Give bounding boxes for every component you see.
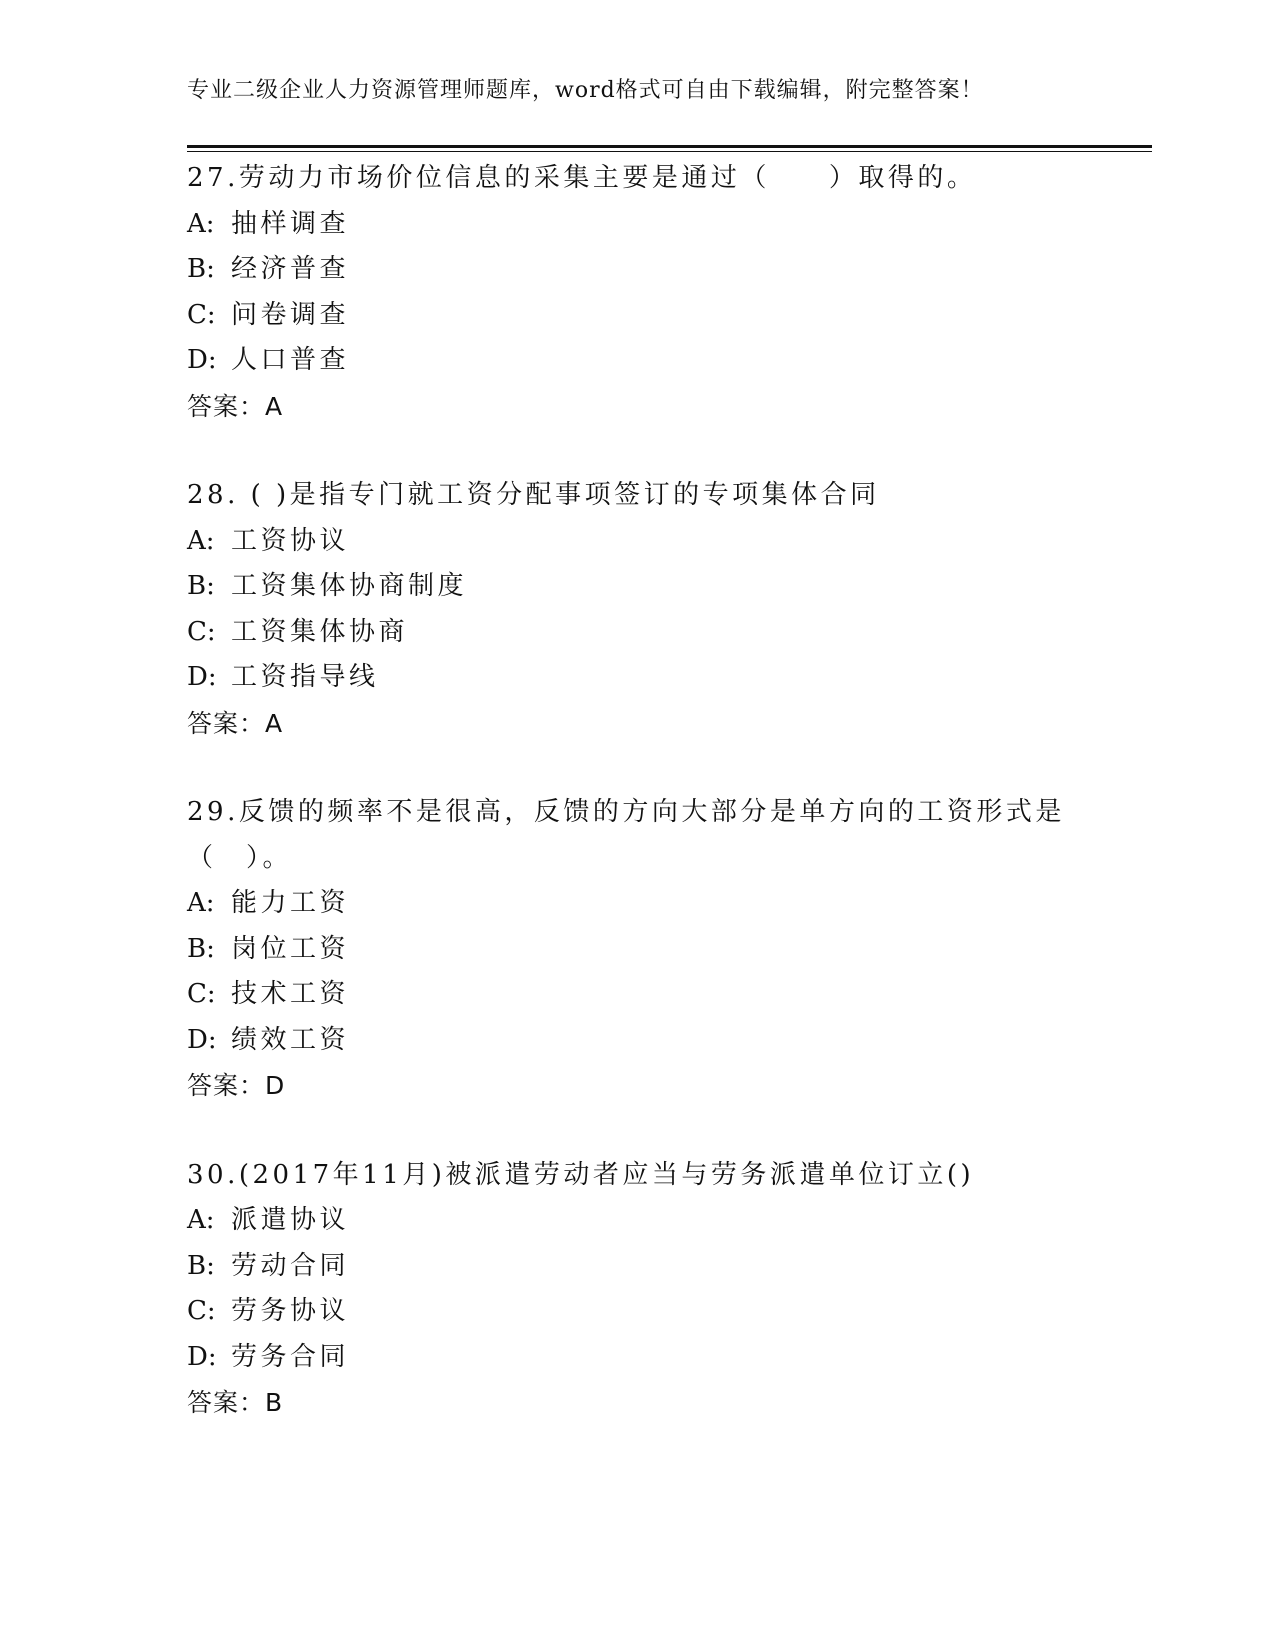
question-list xyxy=(187,156,1087,1470)
option-letter: D: xyxy=(187,1024,217,1055)
option-a xyxy=(187,881,1087,927)
option-d xyxy=(187,1335,1087,1381)
option-c xyxy=(187,1289,1087,1335)
header-rule-thin xyxy=(187,151,1152,152)
question-30 xyxy=(187,1153,1087,1426)
option-b xyxy=(187,564,1087,610)
option-text: 技术工资 xyxy=(231,979,350,1009)
option-letter: C: xyxy=(187,1296,216,1326)
answer-line: 答案：D xyxy=(187,1071,286,1100)
question-27 xyxy=(187,156,1087,429)
page-header: 专业二级企业人力资源管理师题库，word格式可自由下载编辑，附完整答案！ xyxy=(187,78,984,103)
option-text: 岗位工资 xyxy=(231,933,350,964)
answer-line: 答案：A xyxy=(187,391,284,421)
option-letter: B: xyxy=(187,254,215,284)
option-letter: A: xyxy=(187,525,215,556)
header-rule-thick xyxy=(187,145,1152,148)
option-letter: B: xyxy=(187,1250,215,1281)
option-c xyxy=(187,293,1087,339)
question-stem: 28. ( )是指专门就工资分配事项签订的专项集体合同 xyxy=(187,480,880,510)
option-b xyxy=(187,247,1087,293)
option-d xyxy=(187,338,1087,384)
option-text: 派遣协议 xyxy=(231,1205,350,1235)
option-letter: A: xyxy=(187,208,215,239)
option-text: 劳务合同 xyxy=(231,1341,350,1372)
answer-line: 答案：A xyxy=(187,708,284,738)
question-28 xyxy=(187,473,1087,746)
option-c xyxy=(187,972,1087,1018)
option-text: 经济普查 xyxy=(231,254,350,284)
option-text: 抽样调查 xyxy=(231,208,350,239)
option-a xyxy=(187,519,1087,565)
option-text: 能力工资 xyxy=(231,888,350,918)
answer-line: 答案：B xyxy=(187,1388,284,1417)
option-letter: D: xyxy=(187,662,217,692)
option-text: 劳动合同 xyxy=(231,1250,350,1281)
option-letter: A: xyxy=(187,1205,215,1235)
option-letter: B: xyxy=(187,571,215,601)
question-29 xyxy=(187,790,1087,1109)
option-letter: C: xyxy=(187,979,216,1009)
option-b xyxy=(187,1244,1087,1290)
option-text: 绩效工资 xyxy=(231,1024,350,1055)
option-a xyxy=(187,202,1087,248)
option-text: 工资指导线 xyxy=(231,662,379,692)
option-text: 工资集体协商 xyxy=(231,616,409,647)
option-d xyxy=(187,655,1087,701)
option-d xyxy=(187,1018,1087,1064)
option-letter: B: xyxy=(187,933,215,964)
option-text: 工资协议 xyxy=(231,525,350,556)
question-stem: 29.反馈的频率不是很高，反馈的方向大部分是单方向的工资形式是（ ）。 xyxy=(187,797,1065,873)
option-letter: C: xyxy=(187,299,216,330)
option-letter: D: xyxy=(187,1341,217,1372)
option-letter: C: xyxy=(187,616,216,647)
option-text: 工资集体协商制度 xyxy=(231,571,468,601)
question-stem: 27.劳动力市场价位信息的采集主要是通过（ ）取得的。 xyxy=(187,163,977,193)
option-a xyxy=(187,1198,1087,1244)
option-text: 问卷调查 xyxy=(231,299,350,330)
option-letter: A: xyxy=(187,888,215,918)
option-letter: D: xyxy=(187,345,217,375)
option-c xyxy=(187,610,1087,656)
option-b xyxy=(187,927,1087,973)
option-text: 劳务协议 xyxy=(231,1296,350,1326)
question-stem: 30.(2017年11月)被派遣劳动者应当与劳务派遣单位订立() xyxy=(187,1159,975,1190)
option-text: 人口普查 xyxy=(231,345,350,375)
